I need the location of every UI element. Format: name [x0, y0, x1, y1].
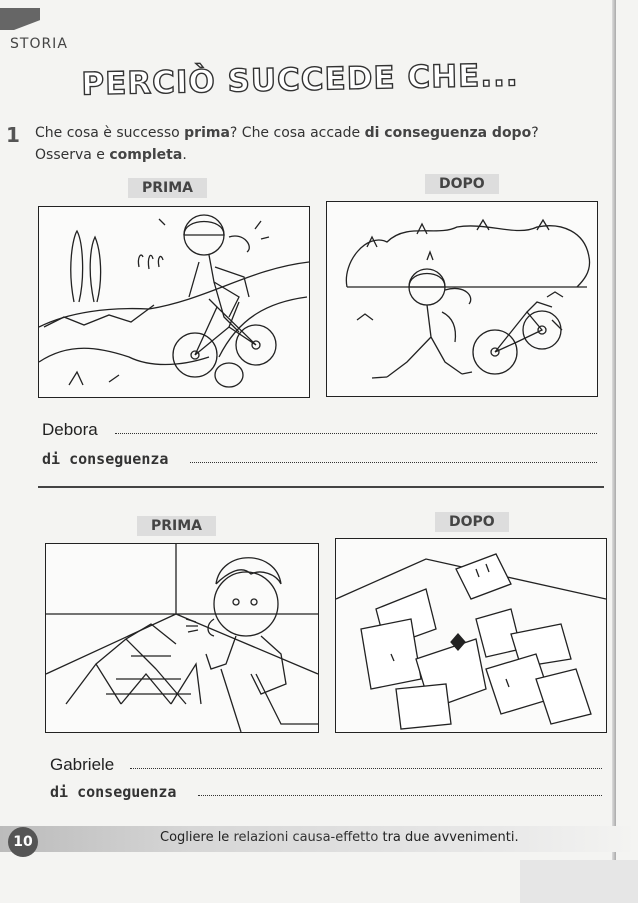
- section-marker: [0, 8, 40, 30]
- tag-prima-1: PRIMA: [128, 178, 207, 198]
- footer-text: Cogliere le: [160, 830, 234, 845]
- illustration-boy-blowing-card-castle: [45, 543, 319, 733]
- instr-bold: prima: [184, 125, 230, 141]
- instr-text: Che cosa è successo: [35, 125, 185, 141]
- fallen-cards-drawing: [336, 539, 606, 732]
- exercise-number: 1: [6, 123, 20, 147]
- instr-bold: completa: [109, 147, 183, 163]
- answer-line-4[interactable]: [198, 794, 602, 796]
- instr-text: ?: [531, 125, 539, 141]
- illustration-girl-riding-bike: [38, 206, 310, 398]
- answer-line-3[interactable]: [130, 767, 602, 769]
- illustration-girl-fallen-from-bike: [326, 201, 598, 397]
- page-number: 10: [8, 827, 38, 857]
- bottom-shadow: [520, 860, 638, 903]
- instruction-line-2: [35, 144, 595, 166]
- instruction-line-1: [35, 122, 595, 144]
- page-edge: [612, 0, 616, 903]
- bike-riding-drawing: [39, 207, 309, 397]
- footer-bold: relazioni causa-effetto: [233, 830, 379, 845]
- answer-line-2[interactable]: [190, 461, 597, 463]
- tag-dopo-2: DOPO: [435, 512, 509, 532]
- name-label-debora: Debora: [42, 420, 98, 439]
- footer-objective: [160, 830, 519, 845]
- illustration-fallen-cards: [335, 538, 607, 733]
- card-castle-drawing: [46, 544, 318, 732]
- bike-fall-drawing: [327, 202, 597, 396]
- answer-line-1[interactable]: [115, 432, 597, 434]
- name-label-gabriele: Gabriele: [50, 755, 115, 774]
- exercise-instructions: [35, 122, 595, 166]
- instr-bold: di conseguenza dopo: [364, 125, 532, 141]
- consequence-label-1: di conseguenza: [42, 450, 169, 468]
- consequence-label-2: di conseguenza: [50, 783, 177, 801]
- tag-dopo-1: DOPO: [425, 174, 499, 194]
- instr-text: Osserva e: [35, 147, 110, 163]
- section-divider: [38, 486, 604, 488]
- section-label: STORIA: [10, 36, 68, 52]
- footer-text: tra due avvenimenti.: [378, 830, 519, 845]
- tag-prima-2: PRIMA: [137, 516, 216, 536]
- page-title: PERCIÒ SUCCEDE CHE...: [81, 57, 519, 103]
- instr-text: ? Che cosa accade: [229, 125, 365, 141]
- instr-text: .: [182, 147, 187, 163]
